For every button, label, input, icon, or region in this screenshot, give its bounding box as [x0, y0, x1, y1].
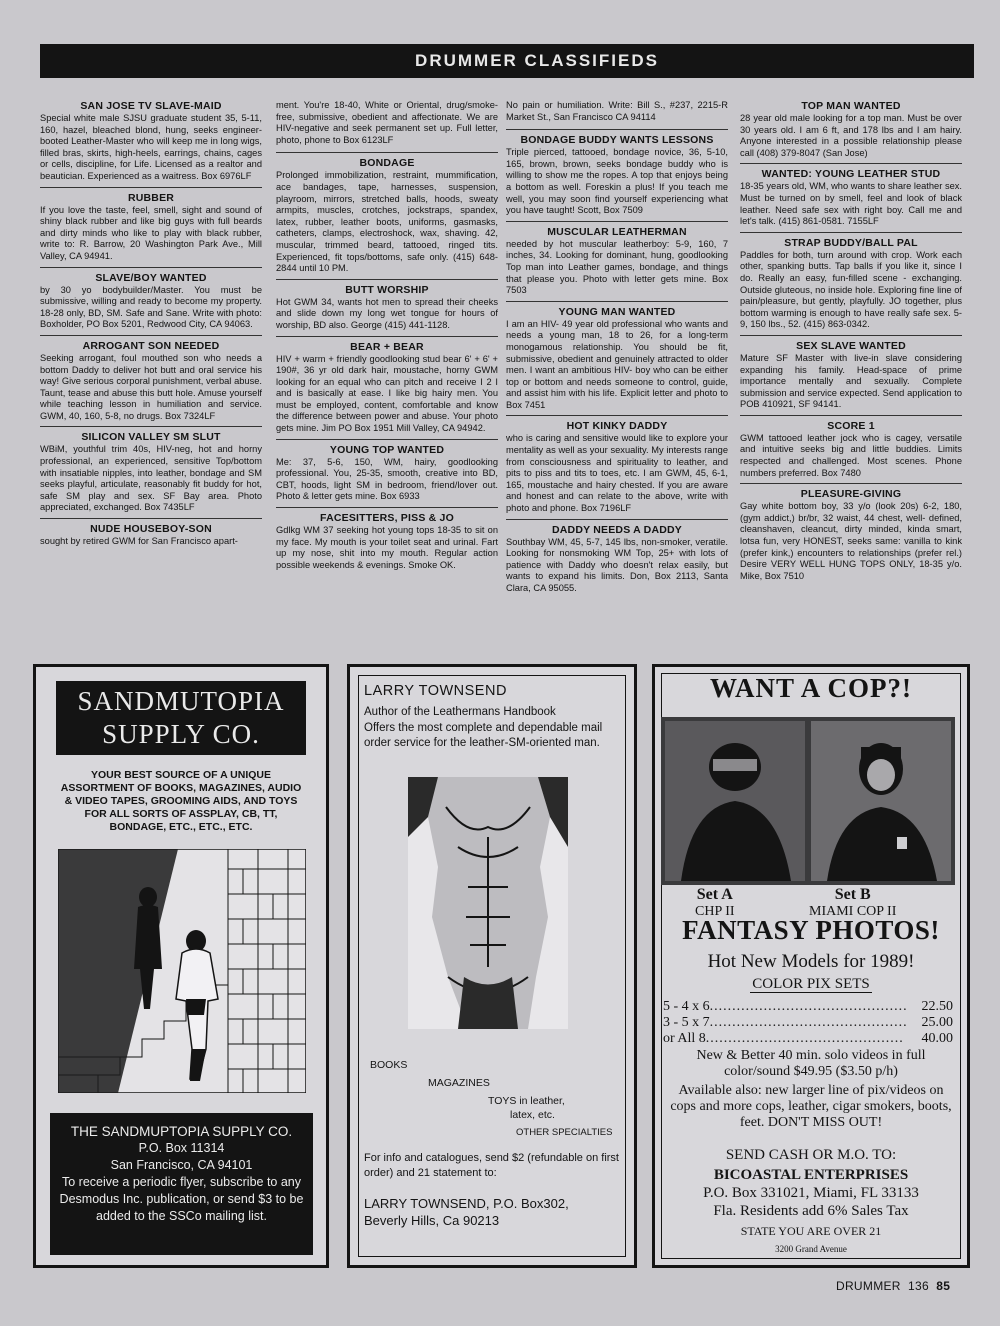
cop-price-row [663, 1031, 953, 1047]
cop-color-pix [655, 976, 967, 993]
folio-issue: 136 [908, 1279, 929, 1293]
sandmutopia-ad [33, 664, 329, 1268]
classified-ad [740, 340, 962, 416]
cop-headline: WANT A COP?! [709, 673, 913, 703]
classified-ad-title: YOUNG MAN WANTED [558, 305, 676, 318]
townsend-ad [347, 664, 637, 1268]
classified-ad-body: 28 year old male looking for a top man. Must be over 30 years old. I am 6 ft, and 178 lbs and I am hairy. Anyone interested in a possible relationship please call (408) 379-8047 (San Jose) [740, 113, 962, 158]
townsend-line2: Offers the most complete and dependable mail order service for the leather-SM-oriented man. [364, 721, 603, 749]
cop-hot-new: Hot New Models for 1989! [707, 951, 915, 972]
price-label: 5 - 4 x 6 [663, 999, 710, 1014]
cop-set-a-name: CHP II [695, 904, 735, 919]
sandmutopia-footer-note: To receive a periodic flyer, subscribe to any Desmodus Inc. publication, or send $3 to be added to the SSCo mailing list. [59, 1175, 304, 1223]
cop-state: STATE YOU ARE OVER 21 [740, 1224, 882, 1238]
classified-ad [276, 100, 498, 153]
classified-ad [40, 100, 262, 188]
classified-ad-title: SILICON VALLEY SM SLUT [81, 431, 221, 444]
townsend-line1: Author of the Leathermans Handbook [364, 706, 556, 718]
cop-tax: Fla. Residents add 6% Sales Tax [713, 1203, 909, 1219]
townsend-magazines: MAGAZINES [428, 1077, 490, 1089]
classified-ad-body: Gdlkg WM 37 seeking hot young tops 18-35 to sit on my face. My mouth is your toilet seat and urinal. Fart up my nose, shit into my mouth. Regular action possible weekends & evenings. Smoke OK. [276, 525, 498, 570]
cop-price-row [663, 1015, 953, 1031]
classified-ad-title: BUTT WORSHIP [345, 283, 429, 296]
column-2 [276, 100, 498, 648]
townsend-other: OTHER SPECIALTIES [516, 1127, 613, 1138]
classified-ad [276, 341, 498, 440]
sandmutopia-footer-box: P.O. Box 11314 [138, 1141, 225, 1155]
townsend-books: BOOKS [370, 1059, 408, 1071]
classified-ad [276, 512, 498, 575]
classified-ad-title: ARROGANT SON NEEDED [82, 339, 220, 352]
classified-ad-title: SCORE 1 [827, 419, 875, 432]
sandmutopia-title-line2: SUPPLY CO. [102, 719, 260, 749]
classified-ad-body: sought by retired GWM for San Francisco apart- [40, 536, 238, 547]
classified-ad-body: Triple pierced, tattooed, bondage novice, 36, 5-10, 165, brown, brown, seeks bondage buddy who is willing to show me the ropes. A top that enjoys being a bottom as well. Foreskin a plus! If you teach me well, you may soon find yourself experiencing what you have taught! Scott, Box 7509 [506, 147, 728, 216]
classified-ad [506, 226, 728, 302]
classified-ad-title: WANTED: YOUNG LEATHER STUD [761, 168, 941, 181]
classified-ad-body: needed by hot muscular leatherboy: 5-9, 160, 7 inches, 34. Looking for dominant, hung, goodlooking Top man into Leather games, bondage, and things that please you. Photo with letter gets mine. Box 7503 [506, 238, 728, 296]
classified-ad-body: If you love the taste, feel, smell, sight and sound of shiny black rubber and like big guys with full beards and dirty minds who like to play with black rubber, write to: R. Barrow, 20 Washington Park Ave., Mill Valley, CA 94941. [40, 204, 262, 261]
classified-ad-title: DADDY NEEDS A DADDY [551, 523, 682, 536]
price-leader: ............................................ [709, 999, 908, 1014]
classified-ad [506, 524, 728, 599]
classified-ad-body: by 30 yo bodybuilder/Master. You must be submissive, willing and ready to become my property. 18-28 only, BD, SM. Safe and Sane. Write with photo: Boxholder, PO Box 5201, Redwood City, CA 94063. [40, 284, 262, 330]
classified-ad-body: HIV + warm + friendly goodlooking stud bear 6' + 6' + 190#, 36 yr old dark hair, moustache, horny GWM looking for an equal who can pitch and receive I 2 I and is basically at ease. I like big hairy men. You must be employed, content, comfortable and know the difference between power and abuse. Your photo gets mine. Jim PO Box 1951 Mill Valley, CA 94942. [276, 353, 498, 434]
classified-ad [40, 272, 262, 336]
townsend-address-line1: LARRY TOWNSEND, P.O. Box302, [364, 1196, 569, 1211]
classified-ad-title: NUDE HOUSEBOY-SON [90, 523, 212, 536]
section-title: DRUMMER CLASSIFIEDS [415, 51, 659, 70]
cop-address: P.O. Box 331021, Miami, FL 33133 [703, 1185, 919, 1201]
townsend-toys1: TOYS in leather, [488, 1095, 565, 1107]
classified-ad-title: SAN JOSE TV SLAVE-MAID [80, 100, 222, 112]
classified-ad [740, 100, 962, 164]
classified-ad [506, 420, 728, 519]
classified-ad [40, 431, 262, 519]
classified-ad-title: YOUNG TOP WANTED [329, 443, 445, 456]
classified-ad-title: STRAP BUDDY/BALL PAL [784, 236, 918, 249]
classified-ad [740, 488, 962, 586]
folio-magazine: DRUMMER [836, 1279, 901, 1293]
cop-ad [652, 664, 970, 1268]
sandmutopia-title-line1: SANDMUTOPIA [77, 686, 285, 716]
column-3 [506, 100, 728, 648]
cop-company: BICOASTAL ENTERPRISES [713, 1167, 909, 1183]
cop-color-pix-label: COLOR PIX SETS [752, 976, 870, 992]
classified-ad-title: SLAVE/BOY WANTED [95, 271, 207, 284]
cop-fantasy-title: FANTASY PHOTOS! [682, 915, 940, 945]
classified-ad-body: Mature SF Master with live-in slave considering expanding his family. Head-space of prime importance mentally and sexually. Complete submission and service expected. Send application to POB 410921, SF 94141. [740, 352, 962, 410]
cop-street: 3200 Grand Avenue [775, 1244, 847, 1254]
cop-set-a-label: Set A [696, 886, 733, 903]
classified-ad-body: Paddles for both, turn around with crop. Work each other, spanking butts. Tap balls if you like it, since I do. Really an easy, fun-filled scene - exchanging. Outside gluteous, no inside hole. Exploring fine line of pain/pleasure, but gently, playfully. JO together, plus bottom warming is enough to have really safe sex. 5-9, 150 lbs., 52. (415) 863-0342. [740, 249, 962, 330]
column-1 [40, 100, 262, 648]
price-amount: 25.00 [921, 1015, 953, 1030]
folio-page-number: 85 [936, 1279, 951, 1293]
classified-ad-body: I am an HIV- 49 year old professional who wants and needs a young man, 18 to 26, for a long-term monogamous relationship. You should be fit, submissive, obedient and genuinely attracted to older men. I want an ambitious HIV- boy who can be either top or bottom and needs someone to control, guide, and assist him with his life. Explicit letter and photo to Box 7451 [506, 318, 728, 410]
sandmutopia-footer-name: THE SANDMUPTOPIA SUPPLY CO. [70, 1124, 293, 1139]
sandmutopia-tagline: YOUR BEST SOURCE OF A UNIQUE ASSORTMENT OF BOOKS, MAGAZINES, AUDIO & VIDEO TAPES, GROOMING AIDS, AND TOYS FOR ALL SORTS OF ASSPLAY, CB, TT, BONDAGE, ETC., ETC., ETC. [60, 769, 302, 833]
townsend-info: For info and catalogues, send $2 (refundable on first order) and 21 statement to: [364, 1152, 619, 1179]
cop-available: Available also: new larger line of pix/videos on cops and more cops, leather, cigar smokers, boots, feet. DON'T MISS OUT! [670, 1083, 952, 1130]
cop-photos [661, 717, 955, 885]
classified-ad-title: BEAR + BEAR [350, 340, 424, 353]
classified-ad [276, 157, 498, 279]
townsend-address-line2: Beverly Hills, Ca 90213 [364, 1213, 500, 1228]
classified-ad-body: No pain or humiliation. Write: Bill S., #237, 2215-R Market St., San Francisco CA 94114 [506, 100, 728, 122]
price-amount: 22.50 [921, 999, 953, 1014]
classified-ad-body: Southbay WM, 45, 5-7, 145 lbs, non-smoker, veratile. Looking for nonsmoking WM Top, 25+ with lots of patience with Daddy who doesn't relax easily, but wants to expand his limits. Don, Box 2113, Santa Clara, CA 95055. [506, 536, 728, 593]
classifieds-columns [40, 100, 974, 648]
classified-ad [506, 100, 728, 130]
classified-ad [506, 134, 728, 222]
cop-set-b-name: MIAMI COP II [809, 904, 897, 919]
classified-ad [276, 444, 498, 508]
classified-ad-body: Me: 37, 5-6, 150, WM, hairy, goodlooking professional. You, 25-35, smooth, creative into BD, CBT, hoods, light SM in bedroom, friend/lover out. Photo & letter gets mine. Box 6933 [276, 456, 498, 502]
price-leader: ............................................ [709, 1015, 908, 1030]
cop-price-row [663, 999, 953, 1015]
cop-send: SEND CASH OR M.O. TO: [725, 1147, 897, 1163]
classified-ad-title: RUBBER [127, 191, 175, 204]
stairway-illustration [58, 849, 306, 1093]
price-leader: ............................................ [705, 1031, 904, 1046]
classified-ad-body: Prolonged immobilization, restraint, mummification, ace bandages, tape, harnesses, suspension, playroom, mirrors, stretched balls, hoods, sweaty armpits, muscles, crotches, jockstraps, spandex, latex, rubber, leather boots, uniforms, gasmasks, catheters, clamps, electroshock, wax, shaving. 42, muscular, trimmed beard, tattooed, ringed tits. Experienced, fit tops/bottoms, safe only. (415) 648-2844 until 10 PM. [276, 170, 498, 274]
classified-ad-body: Hot GWM 34, wants hot men to spread their cheeks and slide down my long wet tongue for hours of worship, BD also. George (415) 441-1128. [276, 296, 498, 330]
classified-ad-body: WBiM, youthful trim 40s, HIV-neg, hot and horny professional, an experienced, sensitive Top/bottom with insatiable nipples, into leather, bondage and SM seeks playful, articulate, reasonably fit buddy for hot, safe SM play and sex. SF Bay area. Photo appreciated, exchanged. Box 7435LF [40, 444, 262, 513]
classified-ad-body: Gay white bottom boy, 33 y/o (look 20s) 6-2, 180, (gym addict,) br/br, 32 waist, 44 chest, well- defined, cleanshaven, cleancut, dirty minded, kinda smart, lotsa fun, very HONEST, seeks same: vanilla to kink (prefer kink,) encounters to relationships (prefer rel.) Desire VERY WELL HUNG TOPS ONLY, 18-35 y/o. Mike, Box 7510 [740, 501, 962, 581]
sandmutopia-logo [56, 681, 306, 755]
classified-ad [40, 340, 262, 428]
cop-videos: New & Better 40 min. solo videos in full color/sound $49.95 ($3.50 p/h) [696, 1048, 926, 1079]
classified-ad-title: HOT KINKY DADDY [566, 420, 668, 433]
classified-ad-title: BONDAGE BUDDY WANTS LESSONS [520, 134, 714, 147]
price-label: 3 - 5 x 7 [663, 1015, 710, 1030]
classified-ad-title: BONDAGE [359, 157, 415, 170]
price-amount: 40.00 [921, 1031, 953, 1046]
classified-ad-body: 18-35 years old, WM, who wants to share leather sex. Must be turned on by smell, feel and look of black leather. Need safe sex with right boy. Call me and let's talk. (415) 861-0581. 7155LF [740, 181, 962, 227]
price-label: or All 8 [663, 1031, 706, 1046]
townsend-toys2: latex, etc. [510, 1109, 555, 1121]
classified-ad-body: GWM tattooed leather jock who is cagey, versatile and intuitive seeks big and little buddies. Limits respected and challenged. Most scenes. Phone numbers preferred. Box 7480 [740, 432, 962, 478]
classified-ad-title: PLEASURE-GIVING [800, 488, 902, 501]
classified-ad [740, 168, 962, 232]
classified-ad [40, 523, 262, 552]
classified-ad [740, 237, 962, 336]
sandmutopia-footer [50, 1113, 313, 1255]
section-header [40, 44, 974, 78]
townsend-address [364, 1195, 624, 1229]
sandmutopia-footer-city: San Francisco, CA 94101 [110, 1158, 253, 1172]
classified-ad [40, 192, 262, 268]
classified-ad-title: FACESITTERS, PISS & JO [320, 512, 454, 525]
classified-ad [740, 420, 962, 484]
classified-ad-body: Special white male SJSU graduate student 35, 5-11, 160, hazel, bleached blond, hung, seeks engineer-booted Leather-Master who will keep me in long wigs, filled bras, skirts, high-heels, earrings, chains, cages or cells, discipline, for Life. Licensed as a realtor and beautician. Experienced as a waitress. Box 6976LF [40, 113, 262, 181]
classified-ad [276, 284, 498, 337]
classified-ad-title: MUSCULAR LEATHERMAN [547, 225, 687, 238]
column-4 [740, 100, 962, 648]
muscle-man-illustration [408, 777, 568, 1029]
classified-ad-title: TOP MAN WANTED [801, 100, 901, 112]
townsend-description [364, 705, 614, 752]
classified-ad-body: who is caring and sensitive would like to explore your mentality as well as your sexuality. My interests range from consciousness and spirituality to leather, and pits to piss and tits to toes, etc. I am GWM, 45, 6-1, 165, moustache and hairy chested. If you are aware and honest and can relate to the above, write with photo and phone. Box 7196LF [506, 433, 728, 514]
townsend-title: LARRY TOWNSEND [364, 683, 507, 699]
classified-ad-body: ment. You're 18-40, White or Oriental, drug/smoke-free, submissive, obedient and affectionate. We are HIV-negative and seek permanent set up. Full letter, photo, phone to Box 6123LF [276, 100, 498, 145]
page-folio [836, 1279, 950, 1293]
classified-ad-body: Seeking arrogant, foul mouthed son who needs a bottom Daddy to deliver hot butt and oral service his way! Give serious corporal punishment, verbal abuse. Taunt, tease and abuse this butt hole. Amuse yourself while teaching lesson in humiliation and service. GWM, 40, 160, 5-8, no drugs. Box 7324LF [40, 352, 262, 421]
classified-ad [506, 306, 728, 417]
classified-ad-title: SEX SLAVE WANTED [796, 339, 906, 352]
cop-set-b-label: Set B [834, 886, 871, 903]
